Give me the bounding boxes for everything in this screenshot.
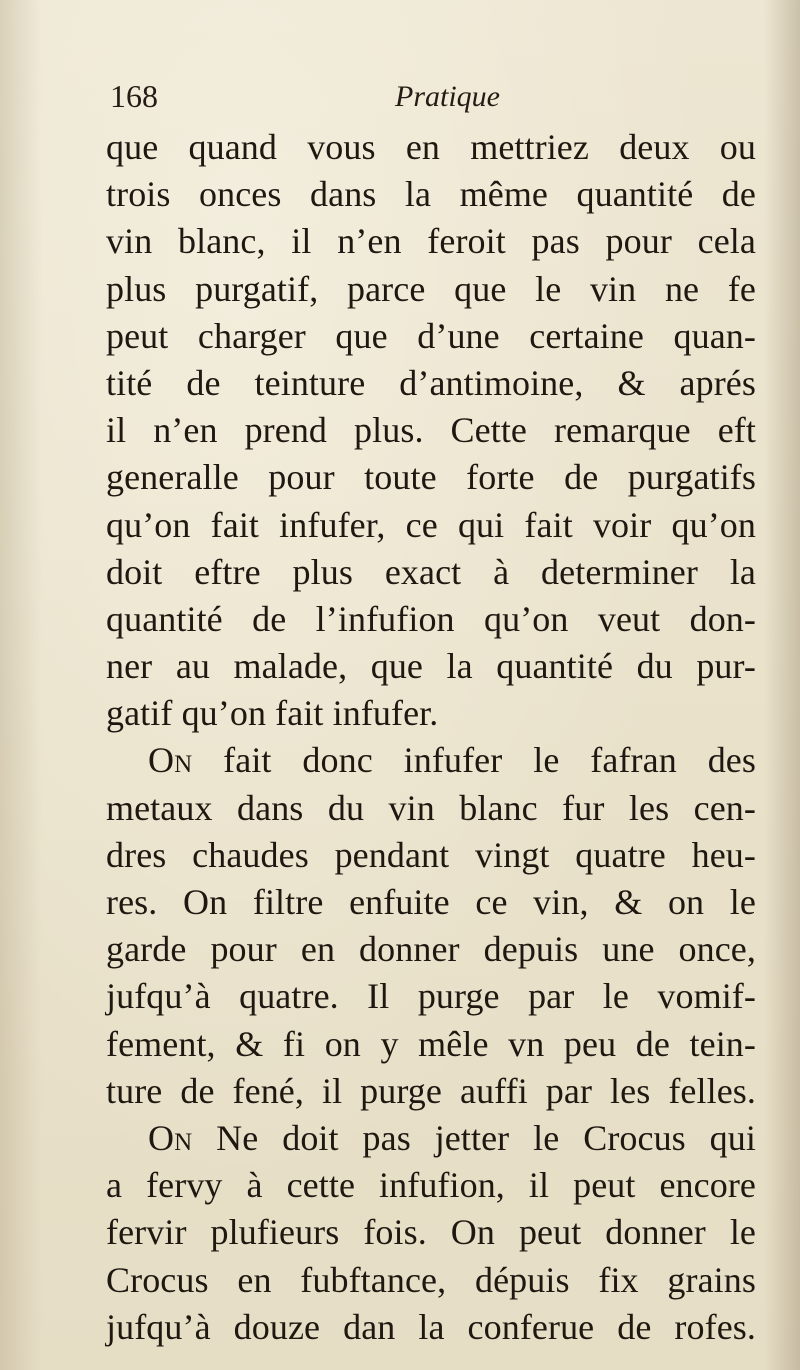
page-number: 168 [110,78,158,114]
text-line [106,454,756,501]
text-line [106,596,756,643]
line-text: Ne doit pas jetter le Crocus qui [216,1117,756,1158]
line-text: metaux dans du vin blanc fur les cen- [106,787,756,828]
line-text: fement, & fi on y mêle vn peu de tein- [106,1023,756,1064]
line-text: res. On filtre enfuite ce vin, & on le [106,882,756,922]
line-text: il n’en prend plus. Cette remarque eft [106,410,756,451]
running-head [110,72,740,120]
line-text: gatif qu’on fait infufer. [106,693,439,734]
line-text: trois onces dans la même quantité de [106,174,756,215]
line-text: doit eftre plus exact à determiner la [106,551,756,592]
text-line [106,1304,756,1351]
line-text: a fervy à cette infufion, il peut encore [106,1165,756,1206]
line-text: plus purgatif, parce que le vin ne fe [106,268,756,309]
text-line [106,1209,756,1256]
paragraph-end-line [106,1068,756,1115]
text-line [106,313,756,360]
line-text: generalle pour toute forte de purgatifs [106,457,756,498]
text-line [106,879,756,926]
text-line [106,1162,756,1209]
text-line [106,407,756,454]
text-line [106,1257,756,1304]
line-text: quantité de l’infufion qu’on veut don- [106,598,756,639]
line-text: peut charger que d’une certaine quan- [106,315,756,356]
text-line [106,218,756,265]
text-line [106,926,756,973]
line-text: dres chaudes pendant vingt quatre heu- [106,834,756,875]
text-line [106,643,756,690]
paragraph-lead: On [148,1117,193,1158]
line-text: tité de teinture d’antimoine, & aprés [106,362,756,403]
paragraph-end-line [106,690,756,737]
text-line [106,502,756,549]
text-line [106,360,756,407]
text-line [106,785,756,832]
text-line [106,549,756,596]
body-text [106,124,756,1351]
line-text: Crocus en fubftance, dépuis fix grains [106,1259,756,1300]
line-text: jufqu’à douze dan la conferue de rofes. [106,1306,756,1347]
line-text: ture de fené, il purge auffi par les felles. [106,1070,756,1111]
line-text: qu’on fait infufer, ce qui fait voir qu’on [106,504,756,545]
line-text: fait donc infufer le fafran des [223,740,756,781]
line-text: garde pour en donner depuis une once, [106,929,756,970]
line-text: que quand vous en mettriez deux ou [106,127,756,167]
paragraph-start-line [106,737,756,784]
text-line [106,1021,756,1068]
line-text: jufqu’à quatre. Il purge par le vomif- [106,976,756,1017]
running-title: Pratique [395,80,500,113]
line-text: vin blanc, il n’en feroit pas pour cela [106,221,756,262]
text-line [106,832,756,879]
paragraph-lead: On [148,740,193,781]
text-line [106,124,756,171]
line-text: fervir plufieurs fois. On peut donner le [106,1212,756,1253]
text-line [106,171,756,218]
text-line [106,973,756,1020]
line-text: ner au malade, que la quantité du pur- [106,646,756,687]
text-line [106,266,756,313]
paragraph-start-line [106,1115,756,1162]
